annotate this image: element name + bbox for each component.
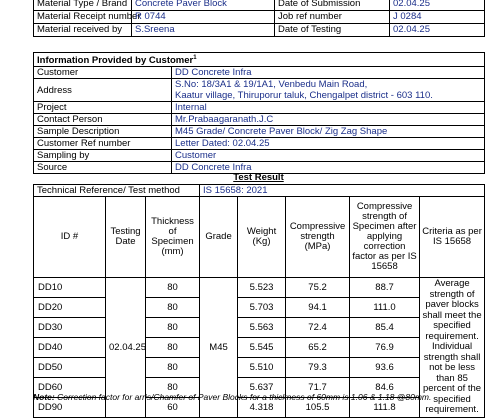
correction-note (33, 392, 431, 402)
row-weight: 4.318 (238, 397, 286, 417)
customer-value: DD Concrete Infra (172, 67, 485, 79)
sampling-row (34, 150, 485, 162)
reference-row (34, 185, 485, 197)
col-weight-header: Weight (Kg) (238, 197, 286, 278)
customer-info-heading-row (34, 53, 485, 67)
receipt-row (34, 11, 485, 24)
row-corrected: 76.9 (350, 337, 420, 357)
row-corrected: 111.8 (350, 397, 420, 417)
row-thickness: 80 (146, 278, 200, 298)
sample-row (34, 126, 485, 138)
received-by-label: Material received by (34, 24, 132, 37)
row-thickness: 80 (146, 317, 200, 337)
criteria-cell: Average strength of paver blocks shall meet the specified requirement. Individual strength shall not be less than 85 percent of the specified requirement. (420, 278, 485, 418)
received-by-row (34, 24, 485, 37)
col-id-header: ID # (34, 197, 106, 278)
row-strength: 72.4 (286, 317, 350, 337)
customer-info-table (33, 52, 485, 174)
address-line-1: S.No: 18/3A1 & 19/1A1, Venbedu Main Road, (175, 79, 368, 91)
job-ref-value: J 0284 (390, 11, 485, 24)
testing-date-cell: 02.04.25 (106, 278, 146, 418)
row-id: DD10 (34, 278, 106, 298)
sample-label: Sample Description (34, 126, 172, 138)
row-weight: 5.510 (238, 357, 286, 377)
received-by-value: S.Sreena (132, 24, 275, 37)
row-strength: 105.5 (286, 397, 350, 417)
project-label: Project (34, 102, 172, 114)
address-label: Address (34, 79, 172, 102)
row-id: DD60 (34, 377, 106, 397)
table-row (34, 278, 485, 298)
contact-label: Contact Person (34, 114, 172, 126)
row-weight: 5.523 (238, 278, 286, 298)
submission-date-value: 02.04.25 (390, 0, 485, 11)
col-testing-date-header: Testing Date (106, 197, 146, 278)
sample-value: M45 Grade/ Concrete Paver Block/ Zig Zag Shape (172, 126, 485, 138)
row-strength: 79.3 (286, 357, 350, 377)
col-grade-header: Grade (200, 197, 238, 278)
note-text: Correction factor for arris/Chamfer of Paver Blocks for a thickness of 60mm is 1.06 & 1.18 @80mm. (57, 392, 432, 402)
contact-value: Mr.Prabaagaranath.J.C (172, 114, 485, 126)
job-ref-label: Job ref number (275, 11, 390, 24)
row-corrected: 111.0 (350, 297, 420, 317)
customer-label: Customer (34, 67, 172, 79)
project-row (34, 102, 485, 114)
material-info-table (33, 0, 485, 37)
reference-value: IS 15658: 2021 (200, 185, 485, 197)
source-value: DD Concrete Infra (172, 162, 485, 174)
row-id: DD50 (34, 357, 106, 377)
test-result-title: Test Result (233, 172, 284, 183)
project-value: Internal (172, 102, 485, 114)
row-thickness: 80 (146, 357, 200, 377)
row-id: DD40 (34, 337, 106, 357)
source-label: Source (34, 162, 172, 174)
material-type-label: Material Type / Brand (34, 0, 132, 11)
row-id: DD90 (34, 397, 106, 417)
row-id: DD30 (34, 317, 106, 337)
row-corrected: 88.7 (350, 278, 420, 298)
customer-ref-row (34, 138, 485, 150)
grade-cell: M45 (200, 278, 238, 418)
reference-label: Technical Reference/ Test method (34, 185, 200, 197)
material-type-row (34, 0, 485, 11)
receipt-value: R 0744 (132, 11, 275, 24)
row-strength: 75.2 (286, 278, 350, 298)
table-row (34, 357, 485, 377)
col-criteria-header: Criteria as per IS 15658 (420, 197, 485, 278)
col-corrected-header: Compressive strength of Specimen after applying correction factor as per IS 15658 (350, 197, 420, 278)
row-weight: 5.703 (238, 297, 286, 317)
row-id: DD20 (34, 297, 106, 317)
col-thickness-header: Thickness of Specimen (mm) (146, 197, 200, 278)
row-weight: 5.545 (238, 337, 286, 357)
row-thickness: 80 (146, 337, 200, 357)
table-row (34, 317, 485, 337)
testing-date-label: Date of Testing (275, 24, 390, 37)
table-row (34, 297, 485, 317)
row-corrected: 85.4 (350, 317, 420, 337)
row-thickness: 80 (146, 377, 200, 397)
address-row (34, 79, 485, 102)
testing-date-value: 02.04.25 (390, 24, 485, 37)
material-type-value: Concrete Paver Block (132, 0, 275, 11)
row-thickness: 60 (146, 397, 200, 417)
customer-ref-value: Letter Dated: 02.04.25 (172, 138, 485, 150)
customer-ref-label: Customer Ref number (34, 138, 172, 150)
column-header-row (34, 197, 485, 278)
submission-date-label: Date of Submission (275, 0, 390, 11)
address-line-2: Kaatur village, Thiruporur taluk, Chengalpet district - 603 110. (175, 90, 433, 102)
note-label: Note: (33, 392, 55, 402)
row-strength: 94.1 (286, 297, 350, 317)
row-strength: 71.7 (286, 377, 350, 397)
address-value (172, 79, 485, 102)
row-corrected: 84.6 (350, 377, 420, 397)
row-thickness: 80 (146, 297, 200, 317)
receipt-label: Material Receipt number (34, 11, 132, 24)
row-weight: 5.563 (238, 317, 286, 337)
sampling-label: Sampling by (34, 150, 172, 162)
row-strength: 65.2 (286, 337, 350, 357)
sampling-value: Customer (172, 150, 485, 162)
row-corrected: 93.6 (350, 357, 420, 377)
customer-row (34, 67, 485, 79)
row-weight: 5.637 (238, 377, 286, 397)
col-strength-header: Compressive strength (MPa) (286, 197, 350, 278)
contact-row (34, 114, 485, 126)
test-result-table (33, 184, 485, 418)
customer-info-heading: Information Provided by Customer$^1$ (34, 53, 485, 67)
table-row (34, 337, 485, 357)
